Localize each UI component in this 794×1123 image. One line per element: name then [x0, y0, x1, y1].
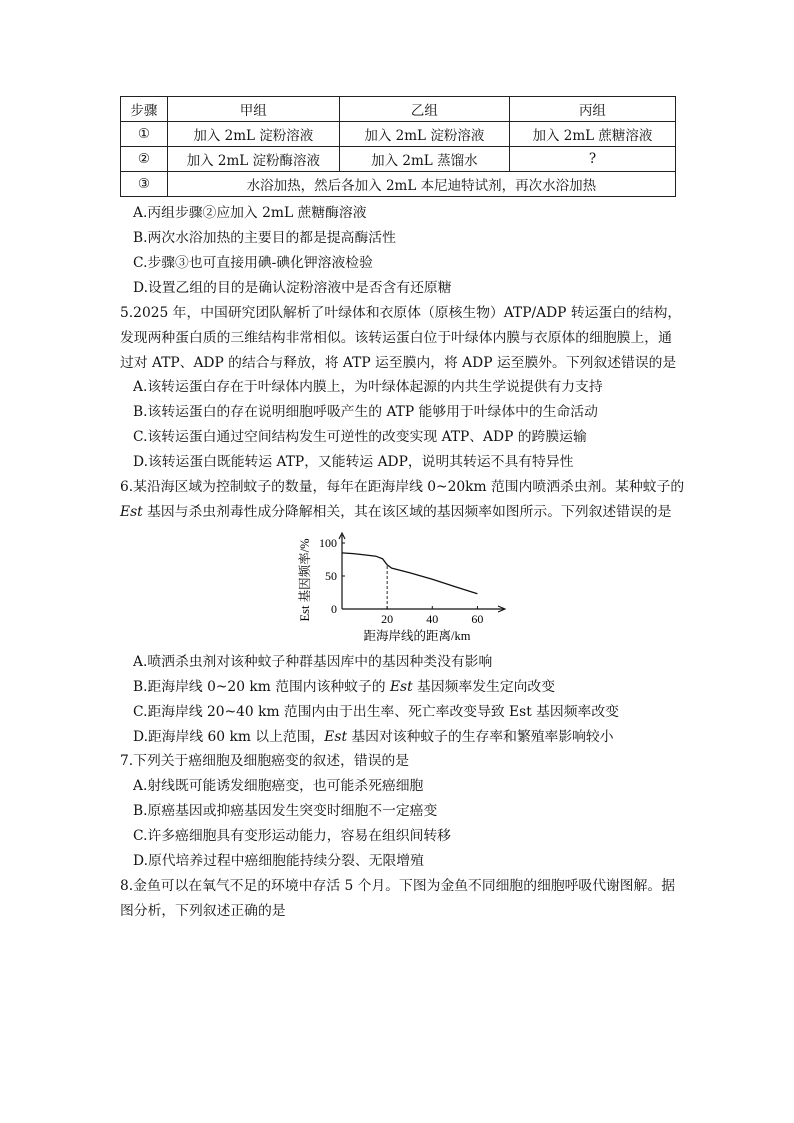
q6-option-c: C.距海岸线 20~40 km 范围内由于出生率、死亡率改变导致 Est 基因频率改变: [133, 704, 619, 720]
q6-option-b-post: 基因频率发生定向改变: [412, 679, 556, 695]
table-row: [121, 147, 676, 172]
table-cell: 加入 2mL 淀粉酶溶液: [167, 147, 339, 172]
table-row: [121, 122, 676, 147]
x-axis-label: 距海岸线的距离/km: [363, 629, 471, 643]
q5-stem-line-3: 过对 ATP、ADP 的结合与释放，将 ATP 运至膜内，将 ADP 运至膜外。下列叙述错误的是: [120, 355, 677, 371]
table-cell: ?: [509, 147, 675, 172]
x-tick-label: 60: [471, 612, 484, 626]
y-tick-label: 0: [331, 602, 337, 616]
q6-stem-line-2: [120, 503, 671, 521]
table-cell: 加入 2mL 淀粉溶液: [167, 122, 339, 147]
q6-stem-line-2-text: 基因与杀虫剂毒性成分降解相关，其在该区域的基因频率如图所示。下列叙述错误的是: [142, 504, 672, 520]
table-cell: 加入 2mL 淀粉溶液: [339, 122, 509, 147]
q6-option-d-pre: D.距海岸线 60 km 以上范围，: [133, 729, 325, 745]
q6-option-d: [133, 728, 614, 746]
x-tick-label: 40: [426, 612, 439, 626]
q5-stem-line-1: 5.2025 年，中国研究团队解析了叶绿体和衣原体（原核生物）ATP/ADP 转运蛋白的结构，: [120, 305, 682, 321]
q8-stem-line-1: 8.金鱼可以在氧气不足的环境中存活 5 个月。下图为金鱼不同细胞的细胞呼吸代谢图解。据: [120, 878, 675, 894]
header-group-yi: 乙组: [339, 97, 509, 122]
header-group-bing: 丙组: [509, 97, 675, 122]
q7-option-a: A.射线既可能诱发细胞癌变，也可能杀死癌细胞: [133, 778, 424, 794]
table-row: [121, 172, 676, 197]
step-number: ③: [121, 172, 168, 197]
y-tick-label: 100: [319, 536, 337, 550]
gene-name: Est: [324, 729, 347, 745]
q5-option-b: B.该转运蛋白的存在说明细胞呼吸产生的 ATP 能够用于叶绿体中的生命活动: [133, 404, 598, 420]
q7-option-c: C.许多癌细胞具有变形运动能力，容易在组织间转移: [133, 828, 451, 844]
gene-name: Est: [120, 504, 143, 520]
gene-name: Est: [389, 679, 413, 695]
q6-option-b: [133, 678, 555, 696]
chart-svg: [294, 530, 524, 652]
q5-option-a: A.该转运蛋白存在于叶绿体内膜上，为叶绿体起源的内共生学说提供有力支持: [133, 379, 603, 395]
q6-option-a: A.喷洒杀虫剂对该种蚊子种群基因库中的基因种类没有影响: [133, 654, 493, 670]
step-number: ①: [121, 122, 168, 147]
y-axis-label: Est 基因频率/%: [298, 538, 312, 622]
frequency-line: [342, 553, 477, 594]
q5-stem-line-2: 发现两种蛋白质的三维结构非常相似。该转运蛋白位于叶绿体内膜与衣原体的细胞膜上，通: [120, 330, 672, 346]
q4-option-c: C.步骤③也可直接用碘-碘化钾溶液检验: [133, 255, 373, 271]
table-merged-cell: 水浴加热，然后各加入 2mL 本尼迪特试剂，再次水浴加热: [167, 172, 675, 197]
q5-option-c: C.该转运蛋白通过空间结构发生可逆性的改变实现 ATP、ADP 的跨膜运输: [133, 429, 587, 445]
q6-option-d-post: 基因对该种蚊子的生存率和繁殖率影响较小: [347, 729, 614, 745]
q4-option-d: D.设置乙组的目的是确认淀粉溶液中是否含有还原糖: [133, 280, 452, 296]
table-cell: 加入 2mL 蔗糖溶液: [509, 122, 675, 147]
q6-stem-line-1: 6.某沿海区域为控制蚊子的数量，每年在距海岸线 0~20km 范围内喷洒杀虫剂。某种蚊子的: [120, 479, 685, 495]
gene-frequency-chart: [294, 530, 524, 652]
q6-option-b-pre: B.距海岸线 0~20 km 范围内该种蚊子的: [133, 679, 390, 695]
q4-option-a: A.丙组步骤②应加入 2mL 蔗糖酶溶液: [133, 205, 367, 221]
y-tick-label: 50: [325, 569, 337, 583]
table-cell: 加入 2mL 蒸馏水: [339, 147, 509, 172]
header-step: 步骤: [121, 97, 168, 122]
q8-stem-line-2: 图分析，下列叙述正确的是: [120, 903, 286, 919]
q7-stem: 7.下列关于癌细胞及细胞癌变的叙述，错误的是: [120, 753, 410, 769]
step-number: ②: [121, 147, 168, 172]
q7-option-b: B.原癌基因或抑癌基因发生突变时细胞不一定癌变: [133, 803, 438, 819]
q7-option-d: D.原代培养过程中癌细胞能持续分裂、无限增殖: [133, 853, 424, 869]
experiment-table: [120, 96, 676, 197]
header-group-jia: 甲组: [167, 97, 339, 122]
x-tick-label: 20: [381, 612, 394, 626]
q5-option-d: D.该转运蛋白既能转运 ATP，又能转运 ADP，说明其转运不具有特异性: [133, 454, 574, 470]
table-header-row: [121, 97, 676, 122]
q4-option-b: B.两次水浴加热的主要目的都是提高酶活性: [133, 230, 396, 246]
